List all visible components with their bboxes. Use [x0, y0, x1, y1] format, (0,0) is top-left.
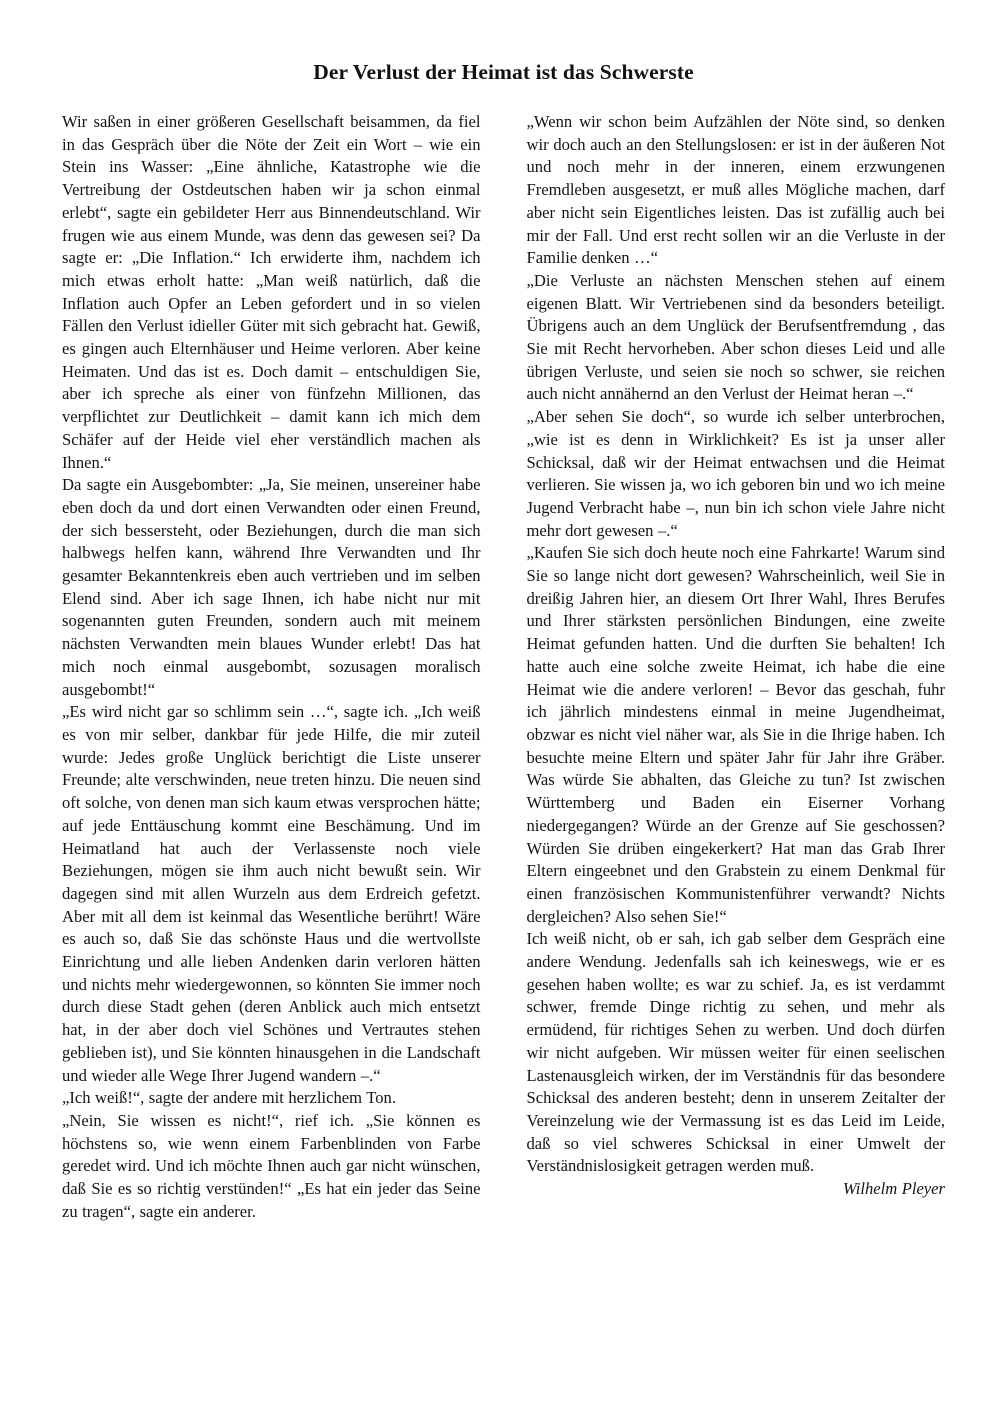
paragraph: Wir saßen in einer größeren Gesellschaft beisammen, da fiel in das Gespräch über die Nöte der Zeit ein Wort – wie ein Stein ins Wasser: „Eine ähnliche, Katastrophe wie die Vertreibung der Ostdeutschen haben wir ja schon einmal erlebt“, sagte ein gebildeter Herr aus Binnendeutschland. Wir frugen wie aus einem Munde, was denn das gewesen sei? Da sagte er: „Die Inflation.“ Ich erwiderte ihm, nachdem ich mich etwas erholt hatte: „Man weiß natürlich, daß die Inflation auch Opfer an Leben gefordert und in so vielen Fällen den Verlust idieller Güter mit sich gebracht hat. Gewiß, es gingen auch Elternhäuser und Heime verloren. Aber keine Heimaten. Und das ist es. Doch damit – entschuldigen Sie, aber ich spreche als einer von fünfzehn Millionen, das verpflichtet zur Deutlichkeit – damit kann ich mich dem Schäfer auf der Heide viel eher verständlich machen als Ihnen.“ — [62, 112, 481, 472]
paragraph: „Die Verluste an nächsten Menschen stehen auf einem eigenen Blatt. Wir Vertriebenen sind da besonders beteiligt. Übrigens auch an dem Unglück der Berufsentfremdung , das Sie mit Recht hervorheben. Aber schon dieses Leid und alle übrigen Verluste, und seien sie noch so schwer, sie reichen auch nicht annähernd an den Verlust der Heimat heran –.“ — [526, 270, 945, 404]
paragraph: „Kaufen Sie sich doch heute noch eine Fahrkarte! Warum sind Sie so lange nicht dort gewesen? Wahrscheinlich, weil Sie in dreißig Jahren hier, an diesem Ort Ihrer Wahl, Ihres Berufes und Ihrer stärksten persönlichen Bindungen, eine zweite Heimat gefunden hatten. Und die durften Sie behalten! Ich hatte auch eine solche zweite Heimat, ich habe die eine Heimat wie die andere verloren! – Bevor das geschah, fuhr ich jährlich mindestens einmal in meine Jugendheimat, obzwar es nicht viel näher war, als Sie in die Ihrige haben. Ich besuchte meine Eltern und später Jahr für Jahr ihre Gräber. Was würde Sie abhalten, das Gleiche zu tun? Ist zwischen Württemberg und Baden ein Eiserner Vorhang niedergegangen? Würde an der Grenze auf Sie geschossen? Würden Sie drüben eingekerkert? Hat man das Grab Ihrer Eltern eingeebnet und den Grabstein zu einem Denkmal für einen französischen Kommunistenführer verwandt? Nichts dergleichen? Also sehen Sie!“ — [526, 543, 945, 926]
paragraph: „Es wird nicht gar so schlimm sein …“, sagte ich. „Ich weiß es von mir selber, dankbar für jede Hilfe, die mir zuteil wurde: Jedes große Unglück berichtigt die Liste unserer Freunde; alte verschwinden, neue treten hinzu. Die neuen sind oft solche, von denen man sich kaum etwas versprochen hätte; auf jede Enttäuschung kommt eine Beschämung. Und im Heimatland hat auch der Verlassenste noch viele Beziehungen, mögen sie ihm auch nicht bewußt sein. Wir dagegen sind mit allen Wurzeln aus dem Erdreich gefetzt. Aber mit all dem ist keinmal das Wesentliche berührt! Wäre es auch so, daß Sie das schönste Haus und die wertvollste Einrichtung und alle lieben Andenken darin verloren hätten und nichts mehr wiedergewonnen, so könnten Sie immer noch durch diese Stadt gehen (deren Anblick auch mich entsetzt hat, in der aber doch viel Schönes und Vertrautes stehen geblieben ist), und Sie könnten hinausgehen in die Landschaft und wieder alle Wege Ihrer Jugend wandern –.“ — [62, 702, 481, 1085]
paragraph: „Nein, Sie wissen es nicht!“, rief ich. „Sie können es höchstens so, wie wenn einem Farbenblinden von Farbe geredet wird. Und ich möchte Ihnen auch gar nicht wünschen, daß Sie es so richtig verstünden!“ „Es hat ein jeder das Seine zu tragen“, sagte ein anderer. — [62, 1110, 481, 1221]
right-column — [527, 111, 946, 1223]
paragraph: „Wenn wir schon beim Aufzählen der Nöte sind, so denken wir doch auch an den Stellungslosen: er ist in der äußeren Not und noch mehr in der inneren, einem erzwungenen Fremdleben ausgesetzt, er muß alles Mögliche machen, darf aber nicht sein Eigentliches leisten. Das ist zufällig auch bei mir der Fall. Und erst recht sollen wir an die Verluste in der Familie denken …“ — [526, 112, 945, 268]
paragraph: „Aber sehen Sie doch“, so wurde ich selber unterbrochen, „wie ist es denn in Wirklichkeit? Es ist ja unser aller Schicksal, daß wir der Heimat entwachsen und die Heimat verlieren. Sie wissen ja, wo ich geboren bin und wo ich meine Jugend Verbracht habe –, nun bin ich schon viele Jahre nicht mehr dort gewesen –.“ — [526, 407, 945, 540]
left-column — [62, 111, 481, 1223]
author-byline: Wilhelm Pleyer — [842, 1179, 945, 1199]
two-column-body — [62, 111, 945, 1223]
article-title: Der Verlust der Heimat ist das Schwerste — [313, 60, 694, 84]
paragraph: Ich weiß nicht, ob er sah, ich gab selber dem Gespräch eine andere Wendung. Jedenfalls sah ich keineswegs, wie er es gesehen haben wollte; es war zu schief. Ja, es ist verdammt schwer, fremde Dinge richtig zu sehen, und mehr als ermüdend, für richtiges Sehen zu werben. Und doch dürfen wir nicht aufgeben. Wir müssen weiter für einen seelischen Lastenausgleich wirken, der im Verständnis für das besondere Schicksal des anderen besteht; denn in unserem Zeitalter der Vereinzelung wie der Vermassung ist es das Leid im Leide, daß so viel schweres Schicksal in einer Umwelt der Verständnislosigkeit getragen werden muß. — [526, 929, 945, 1176]
paragraph: Da sagte ein Ausgebombter: „Ja, Sie meinen, unsereiner habe eben doch da und dort einen Verwandten oder einen Freund, der sich bessersteht, oder Beziehungen, durch die man sich halbwegs helfen kann, während Ihre Verwandten und Ihr gesamter Bekanntenkreis eben auch vertrieben und im selben Elend sind. Aber ich sage Ihnen, ich habe nicht nur mit sogenannten guten Freunden, sondern auch mit meinem nächsten Verwandten mein blaues Wunder erlebt! Das hat mich noch einmal ausgebombt, sozusagen moralisch ausgebombt!“ — [62, 475, 481, 699]
paragraph: „Ich weiß!“, sagte der andere mit herzlichem Ton. — [62, 1088, 396, 1108]
